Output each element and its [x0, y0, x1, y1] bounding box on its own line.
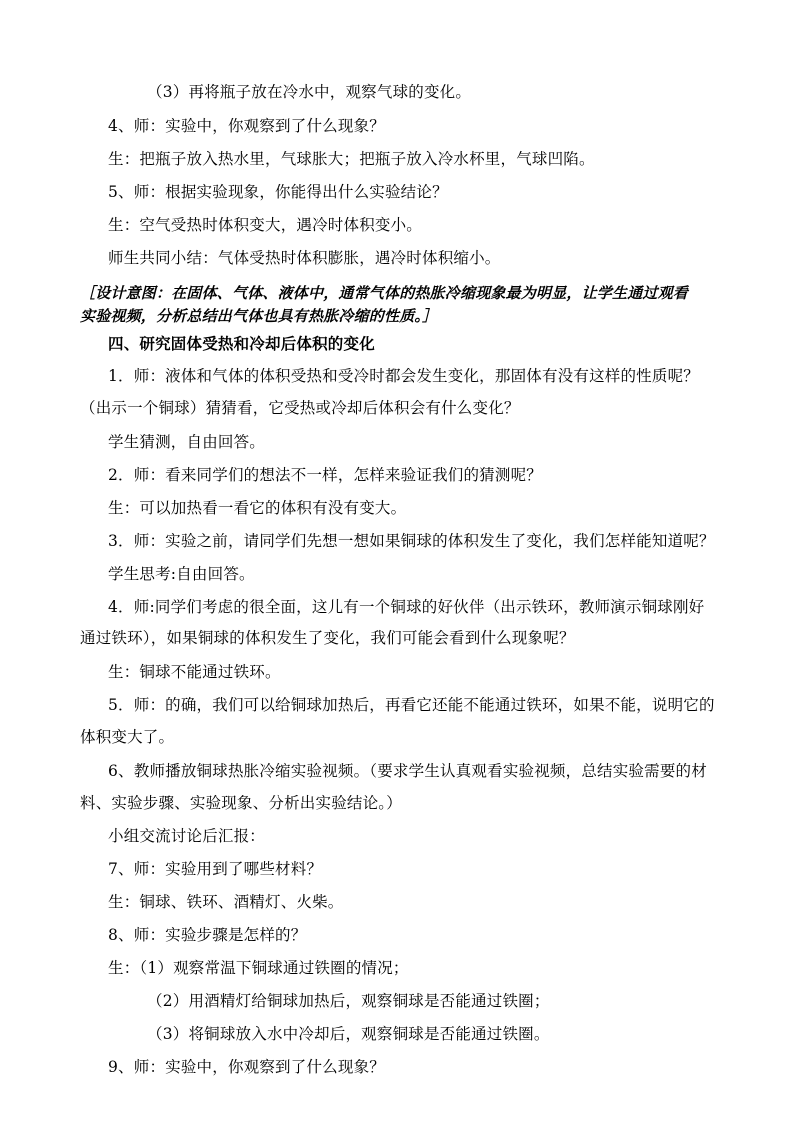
design-intent-text: 实验视频，分析总结出气体也具有热胀冷缩的性质。］: [80, 307, 438, 325]
text-line: （2）用酒精灯给铜球加热后，观察铜球是否能通过铁圈；: [147, 992, 550, 1010]
text-line: 体积变大了。: [80, 728, 175, 746]
text-line: 4．师:同学们考虑的很全面，这儿有一个铜球的好伙伴（出示铁环，教师演示铜球刚好: [108, 598, 705, 616]
text-line: 通过铁环），如果铜球的体积发生了变化，我们可能会看到什么现象呢？: [80, 629, 575, 647]
text-line: 学生猜测，自由回答。: [108, 433, 266, 451]
text-line: 生：把瓶子放入热水里，气球胀大；把瓶子放入冷水杯里，气球凹陷。: [108, 150, 595, 168]
text-line: 学生思考:自由回答。: [108, 565, 255, 583]
text-line: 3．师：实验之前，请同学们先想一想如果铜球的体积发生了变化，我们怎样能知道呢？: [108, 532, 715, 550]
text-line: 9、师：实验中，你观察到了什么现象？: [108, 1058, 385, 1076]
text-line: 5．师：的确，我们可以给铜球加热后，再看它还能不能通过铁环，如果不能，说明它的: [108, 696, 715, 714]
text-line: 2．师：看来同学们的想法不一样，怎样来验证我们的猜测呢？: [108, 466, 542, 484]
section-heading: 四、研究固体受热和冷却后体积的变化: [108, 335, 375, 353]
text-line: 生：空气受热时体积变大，遇冷时体积变小。: [108, 216, 423, 234]
design-intent-text: ［设计意图：在固体、气体、液体中，通常气体的热胀冷缩现象最为明显，让学生通过观看: [80, 284, 689, 302]
text-line: 生：（1）观察常温下铜球通过铁圈的情况；: [108, 959, 409, 977]
text-line: 小组交流讨论后汇报：: [108, 827, 266, 845]
text-line: 5、师：根据实验现象，你能得出什么实验结论？: [108, 183, 448, 201]
text-line: 1．师：液体和气体的体积受热和受冷时都会发生变化，那固体有没有这样的性质呢？: [108, 367, 699, 385]
text-line: （3）将铜球放入水中冷却后，观察铜球是否能通过铁圈。: [147, 1025, 550, 1043]
text-line: （出示一个铜球）猜猜看，它受热或冷却后体积会有什么变化？: [80, 399, 520, 417]
text-line: 8、师：实验步骤是怎样的？: [108, 926, 307, 944]
text-line: 料、实验步骤、实验现象、分析出实验结论。）: [80, 794, 402, 812]
text-line: 生：可以加热看一看它的体积有没有变大。: [108, 499, 407, 517]
text-line: 6、教师播放铜球热胀冷缩实验视频。（要求学生认真观看实验视频，总结实验需要的材: [108, 762, 707, 780]
text-line: 师生共同小结：气体受热时体积膨胀，遇冷时体积缩小。: [108, 249, 501, 267]
text-line: 7、师：实验用到了哪些材料？: [108, 860, 323, 878]
text-line: （3）再将瓶子放在冷水中，观察气球的变化。: [147, 83, 472, 101]
text-line: 生：铜球、铁环、酒精灯、火柴。: [108, 893, 344, 911]
text-line: 4、师：实验中，你观察到了什么现象？: [108, 117, 385, 135]
text-line: 生：铜球不能通过铁环。: [108, 663, 281, 681]
